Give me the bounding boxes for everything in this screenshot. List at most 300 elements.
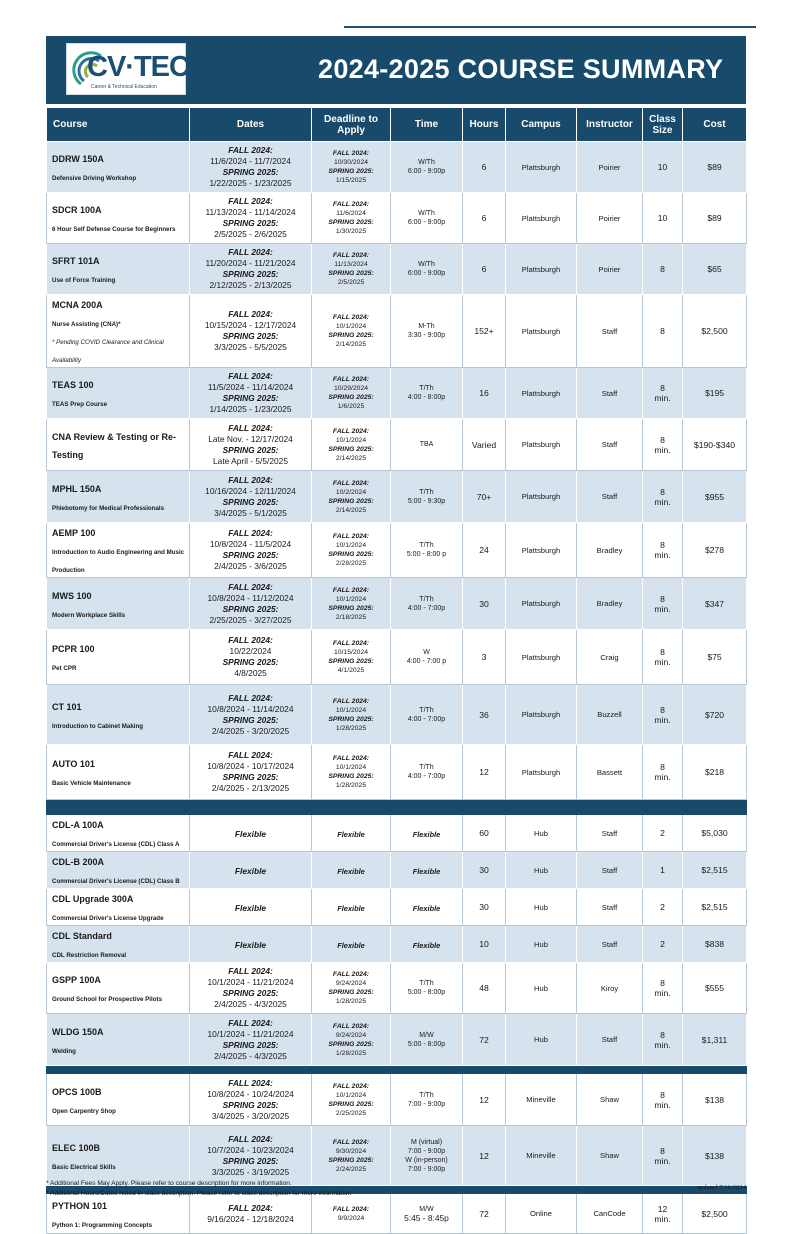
- table-cell: [577, 142, 643, 193]
- table-row: [47, 1194, 747, 1234]
- term-label: FALL 2024:: [228, 635, 273, 645]
- class-size: 8: [660, 486, 665, 497]
- table-cell: [312, 889, 391, 926]
- time-days: M/W: [419, 1205, 434, 1213]
- table-cell: [506, 523, 577, 578]
- course-code: GSPP 100A: [52, 975, 101, 985]
- deadline-fall: 10/1/2024: [335, 595, 367, 603]
- time-hours: 7:00 - 9:00p: [407, 1100, 446, 1108]
- deadline-spring: 2/14/2025: [335, 341, 367, 348]
- hours-value: 10: [479, 939, 489, 949]
- table-cell: [391, 1074, 463, 1126]
- time-flexible: Flexible: [412, 830, 441, 839]
- table-cell: [683, 193, 747, 244]
- term-label: SPRING 2025:: [222, 988, 279, 998]
- term-label: FALL 2024:: [332, 697, 370, 705]
- instructor-value: CanCode: [593, 1209, 626, 1218]
- column-header: Dates: [190, 108, 312, 142]
- table-cell: [683, 926, 747, 963]
- instructor-value: Bradley: [596, 599, 623, 608]
- table-row: [47, 926, 747, 963]
- term-label: SPRING 2025:: [328, 1156, 374, 1164]
- table-cell: [463, 295, 506, 368]
- table-cell: [683, 1074, 747, 1126]
- term-label: SPRING 2025:: [222, 218, 279, 228]
- deadline-flexible: Flexible: [337, 830, 365, 839]
- term-label: SPRING 2025:: [222, 1099, 279, 1110]
- table-row: [47, 1126, 747, 1186]
- campus-value: Hub: [534, 983, 548, 993]
- deadline-fall: 10/1/2024: [335, 764, 367, 771]
- term-label: FALL 2024:: [228, 1077, 273, 1088]
- course-code: PCPR 100: [52, 644, 95, 654]
- term-label: SPRING 2025:: [222, 714, 279, 725]
- table-cell: [47, 1126, 190, 1186]
- table-cell: [506, 685, 577, 745]
- table-cell: [463, 1014, 506, 1066]
- campus-value: Hub: [534, 1035, 548, 1044]
- table-cell: [643, 523, 683, 578]
- course-table: [46, 107, 747, 1234]
- campus-value: Plattsburgh: [521, 492, 561, 501]
- course-code: ELEC 100B: [52, 1142, 101, 1153]
- hours-value: 6: [481, 162, 487, 172]
- class-size: 8: [660, 434, 665, 445]
- table-cell: [47, 193, 190, 244]
- table-cell: [643, 1126, 683, 1186]
- table-cell: [391, 1126, 463, 1186]
- table-row: [47, 471, 747, 523]
- spring-dates: Late April - 5/5/2025: [213, 455, 288, 466]
- table-cell: [47, 523, 190, 578]
- deadline-flexible: Flexible: [337, 867, 365, 876]
- instructor-value: Poirier: [598, 264, 621, 274]
- table-cell: [683, 142, 747, 193]
- table-cell: [190, 1014, 312, 1066]
- instructor-value: Kiroy: [600, 983, 619, 993]
- class-size-min: min.: [654, 1039, 671, 1050]
- term-label: SPRING 2025:: [328, 497, 374, 505]
- spring-dates: 3/3/2025 - 5/5/2025: [214, 342, 287, 352]
- term-label: FALL 2024:: [228, 1017, 273, 1028]
- table-cell: [643, 963, 683, 1014]
- course-name: Defensive Driving Workshop: [52, 175, 137, 182]
- table-cell: [577, 1126, 643, 1186]
- table-cell: [190, 1126, 312, 1186]
- course-name: Commercial Driver's License Upgrade: [52, 915, 164, 922]
- table-cell: [47, 852, 190, 889]
- term-label: SPRING 2025:: [328, 658, 374, 665]
- deadline-fall: 10/1/2024: [335, 436, 367, 444]
- cost-value: $347: [704, 598, 725, 609]
- table-row: [47, 815, 747, 852]
- class-size: 8: [660, 978, 665, 988]
- term-label: SPRING 2025:: [222, 393, 279, 403]
- term-label: FALL 2024:: [332, 533, 370, 540]
- fall-dates: 10/16/2024 - 12/11/2024: [205, 485, 296, 496]
- table-cell: [506, 963, 577, 1014]
- table-cell: [391, 852, 463, 889]
- deadline-fall: 9/9/2024: [337, 1214, 365, 1222]
- time-hours: 5:00 - 8:00 p: [406, 551, 447, 558]
- table-cell: [190, 142, 312, 193]
- instructor-value: Staff: [601, 388, 618, 398]
- table-cell: [643, 685, 683, 745]
- course-code: CDL-B 200A: [52, 857, 105, 867]
- cost-value: $2,500: [701, 1208, 728, 1219]
- table-cell: [683, 1014, 747, 1066]
- deadline-spring: 1/28/2025: [335, 1049, 367, 1057]
- course-name: Pet CPR: [52, 665, 77, 672]
- deadline-fall: 10/1/2024: [335, 1091, 367, 1099]
- table-cell: [643, 295, 683, 368]
- table-cell: [312, 578, 391, 630]
- fall-dates: 11/6/2024 - 11/7/2024: [210, 156, 291, 166]
- spring-dates: 2/4/2025 - 4/3/2025: [214, 1050, 287, 1061]
- table-cell: [190, 685, 312, 745]
- time-days: T/Th: [419, 764, 434, 771]
- time-hours: 7:00 - 9:00p: [407, 1147, 446, 1155]
- time-hours: 6:00 - 9:00p: [407, 219, 446, 226]
- table-cell: [506, 926, 577, 963]
- instructor-value: Staff: [601, 865, 618, 875]
- time-hours: 6:00 - 9:00p: [407, 270, 446, 277]
- table-cell: [506, 471, 577, 523]
- table-cell: [47, 815, 190, 852]
- table-cell: [190, 1194, 312, 1234]
- term-label: FALL 2024:: [332, 252, 370, 259]
- time-days: M-Th: [418, 323, 435, 330]
- term-label: SPRING 2025:: [328, 604, 374, 612]
- table-cell: [506, 630, 577, 685]
- footer-note: * Additional Fees May Apply. Please refer to course description for more information.: [46, 1180, 292, 1187]
- table-cell: [643, 889, 683, 926]
- campus-value: Mineville: [526, 1095, 556, 1104]
- course-name: Commercial Driver's License (CDL) Class A: [52, 841, 180, 848]
- hours-value: 12: [479, 767, 489, 777]
- table-cell: [577, 523, 643, 578]
- hours-value: 60: [479, 828, 489, 838]
- campus-value: Plattsburgh: [521, 388, 561, 398]
- course-name: Nurse Assisting (CNA)*: [52, 321, 121, 328]
- table-cell: [643, 244, 683, 295]
- table-row: [47, 630, 747, 685]
- deadline-fall: 10/29/2024: [333, 385, 369, 392]
- time-days: W/Th: [418, 210, 435, 217]
- class-size: 8: [660, 1029, 665, 1040]
- cost-value: $555: [704, 983, 725, 993]
- table-row: [47, 963, 747, 1014]
- hours-value: 6: [481, 264, 487, 274]
- table-cell: [577, 745, 643, 800]
- table-cell: [312, 1194, 391, 1234]
- table-cell: [47, 578, 190, 630]
- class-size-min: min.: [654, 1099, 671, 1110]
- table-cell: [47, 1014, 190, 1066]
- class-size: 8: [660, 1145, 665, 1156]
- hours-value: 12: [479, 1150, 489, 1161]
- cost-value: $2,515: [701, 865, 728, 875]
- time-hours: 5:45 - 8:45p: [404, 1212, 449, 1223]
- table-cell: [312, 815, 391, 852]
- table-cell: [643, 815, 683, 852]
- class-size: 2: [660, 902, 665, 912]
- term-label: SPRING 2025:: [328, 394, 374, 401]
- table-row: [47, 295, 747, 368]
- table-cell: [391, 1194, 463, 1234]
- term-label: SPRING 2025:: [222, 496, 279, 507]
- spring-dates: 3/4/2025 - 5/1/2025: [214, 507, 287, 518]
- table-row: [47, 889, 747, 926]
- hours-value: 36: [479, 709, 489, 720]
- table-cell: [391, 815, 463, 852]
- class-size: 8: [660, 593, 665, 604]
- deadline-spring: 1/6/2025: [337, 403, 365, 410]
- table-cell: [391, 368, 463, 419]
- term-label: FALL 2024:: [228, 692, 273, 703]
- table-cell: [683, 368, 747, 419]
- time-hours: 4:00 - 7:00p: [407, 604, 446, 612]
- table-cell: [577, 1014, 643, 1066]
- table-cell: [190, 889, 312, 926]
- table-cell: [463, 745, 506, 800]
- table-cell: [312, 852, 391, 889]
- table-cell: [391, 685, 463, 745]
- table-cell: [312, 1014, 391, 1066]
- time-hours: 5:00 - 8:00p: [407, 989, 446, 996]
- table-cell: [463, 963, 506, 1014]
- table-cell: [190, 630, 312, 685]
- table-cell: [312, 963, 391, 1014]
- term-label: FALL 2024:: [228, 528, 273, 538]
- table-cell: [643, 142, 683, 193]
- table-cell: [643, 1014, 683, 1066]
- table-cell: [683, 852, 747, 889]
- table-cell: [643, 630, 683, 685]
- section-divider: [47, 1066, 747, 1074]
- table-cell: [312, 419, 391, 471]
- class-size: 12: [657, 1203, 668, 1214]
- deadline-fall: 10/1/2024: [335, 323, 367, 330]
- dates-flexible: Flexible: [234, 940, 267, 950]
- table-cell: [643, 368, 683, 419]
- term-label: FALL 2024:: [228, 422, 273, 433]
- dates-flexible: Flexible: [234, 903, 267, 913]
- fall-dates: 9/16/2024 - 12/18/2024: [207, 1213, 294, 1224]
- campus-value: Plattsburgh: [521, 162, 561, 172]
- table-cell: [643, 1074, 683, 1126]
- class-size: 2: [660, 939, 665, 949]
- deadline-flexible: Flexible: [337, 941, 365, 950]
- table-cell: [463, 1074, 506, 1126]
- fall-dates: 10/15/2024 - 12/17/2024: [204, 320, 297, 330]
- table-cell: [47, 889, 190, 926]
- instructor-value: Staff: [601, 828, 618, 838]
- term-label: FALL 2024:: [332, 376, 370, 383]
- spring-dates: 1/22/2025 - 1/23/2025: [209, 178, 292, 188]
- cost-value: $278: [704, 545, 725, 555]
- deadline-spring: 2/25/2025: [335, 1109, 367, 1117]
- cost-value: $2,500: [701, 326, 728, 336]
- term-label: SPRING 2025:: [328, 219, 374, 226]
- instructor-value: Poirier: [598, 162, 621, 172]
- fall-dates: 10/1/2024 - 11/21/2024: [207, 977, 294, 987]
- course-name: Introduction to Audio Engineering and Music Production: [52, 549, 185, 574]
- course-name: Introduction to Cabinet Making: [52, 722, 144, 730]
- spring-dates: 2/25/2025 - 3/27/2025: [209, 614, 292, 625]
- campus-value: Plattsburgh: [521, 264, 561, 274]
- term-label: SPRING 2025:: [328, 989, 374, 996]
- deadline-spring: 2/14/2025: [335, 506, 367, 514]
- course-code: SFRT 101A: [52, 256, 100, 266]
- table-cell: [47, 1194, 190, 1234]
- term-label: SPRING 2025:: [328, 773, 374, 780]
- table-cell: [506, 193, 577, 244]
- column-header: Cost: [683, 108, 747, 142]
- course-name: Ground School for Prospective Pilots: [52, 996, 163, 1003]
- table-cell: [643, 578, 683, 630]
- term-label: SPRING 2025:: [222, 1155, 279, 1166]
- table-cell: [683, 1194, 747, 1234]
- table-cell: [683, 745, 747, 800]
- course-name: Commercial Driver's License (CDL) Class B: [52, 878, 180, 885]
- time-days: T/Th: [419, 980, 434, 987]
- class-size-min: min.: [654, 714, 671, 725]
- time-days: T/Th: [419, 488, 434, 496]
- spring-dates: 2/4/2025 - 4/3/2025: [214, 999, 287, 1009]
- fall-dates: 10/22/2024: [229, 646, 272, 656]
- table-cell: [463, 368, 506, 419]
- instructor-value: Bradley: [596, 545, 623, 555]
- term-label: FALL 2024:: [228, 196, 273, 206]
- campus-value: Plattsburgh: [521, 652, 561, 662]
- term-label: SPRING 2025:: [328, 332, 374, 339]
- table-cell: [577, 295, 643, 368]
- course-code: SDCR 100A: [52, 205, 102, 215]
- course-code: CDL-A 100A: [52, 820, 104, 830]
- table-cell: [47, 745, 190, 800]
- cost-value: $89: [707, 213, 722, 223]
- class-size-min: min.: [654, 444, 671, 455]
- term-label: SPRING 2025:: [222, 167, 279, 177]
- deadline-fall: 10/1/2024: [335, 542, 367, 549]
- instructor-value: Staff: [601, 939, 618, 949]
- table-cell: [683, 815, 747, 852]
- course-note: * Pending COVID Clearance and Clinical Availability: [52, 339, 164, 364]
- course-name: TEAS Prep Course: [52, 401, 108, 408]
- course-code: MPHL 150A: [52, 483, 102, 494]
- table-cell: [190, 926, 312, 963]
- time-days: M (virtual): [410, 1138, 443, 1146]
- table-cell: [643, 926, 683, 963]
- deadline-spring: 2/5/2025: [337, 279, 365, 286]
- term-label: FALL 2024:: [228, 474, 273, 485]
- hours-value: 12: [479, 1094, 489, 1105]
- table-cell: [47, 419, 190, 471]
- table-cell: [391, 244, 463, 295]
- column-header: Instructor: [577, 108, 643, 142]
- term-label: SPRING 2025:: [222, 1039, 279, 1050]
- table-cell: [463, 523, 506, 578]
- cost-value: $720: [704, 709, 725, 720]
- table-cell: [312, 1126, 391, 1186]
- table-cell: [506, 295, 577, 368]
- term-label: FALL 2024:: [228, 145, 273, 155]
- campus-value: Hub: [534, 902, 548, 912]
- table-row: [47, 419, 747, 471]
- campus-value: Mineville: [526, 1151, 556, 1160]
- table-cell: [506, 852, 577, 889]
- course-name: Basic Vehicle Maintenance: [52, 780, 131, 787]
- term-label: FALL 2024:: [332, 971, 370, 978]
- table-row: [47, 523, 747, 578]
- deadline-fall: 9/30/2024: [335, 1147, 367, 1155]
- cost-value: $955: [704, 491, 725, 502]
- campus-value: Hub: [534, 939, 548, 949]
- course-code: CT 101: [52, 701, 82, 712]
- class-size: 8: [660, 264, 665, 274]
- term-label: SPRING 2025:: [222, 603, 279, 614]
- term-label: SPRING 2025:: [328, 715, 374, 723]
- course-code: CDL Upgrade 300A: [52, 894, 134, 904]
- table-cell: [463, 419, 506, 471]
- term-label: SPRING 2025:: [328, 270, 374, 277]
- class-size-min: min.: [654, 496, 671, 507]
- course-code: WLDG 150A: [52, 1026, 104, 1037]
- hours-value: 152+: [474, 326, 494, 336]
- deadline-fall: 10/30/2024: [333, 159, 369, 166]
- table-cell: [683, 685, 747, 745]
- term-label: FALL 2024:: [332, 586, 370, 594]
- table-cell: [391, 889, 463, 926]
- table-cell: [190, 368, 312, 419]
- course-name: Modern Workplace Skills: [52, 611, 126, 619]
- spring-dates: 2/5/2025 - 2/6/2025: [214, 229, 287, 239]
- deadline-flexible: Flexible: [337, 904, 365, 913]
- table-cell: [577, 852, 643, 889]
- table-cell: [577, 815, 643, 852]
- table-cell: [47, 630, 190, 685]
- fall-dates: 10/8/2024 - 11/5/2024: [209, 539, 292, 549]
- column-header: Time: [391, 108, 463, 142]
- deadline-fall: 11/6/2024: [336, 210, 366, 217]
- table-row: [47, 685, 747, 745]
- class-size: 2: [660, 828, 665, 838]
- time-days: T/Th: [419, 385, 434, 392]
- campus-value: Plattsburgh: [521, 545, 561, 555]
- cvtec-logo: [66, 43, 189, 95]
- term-label: FALL 2024:: [332, 755, 370, 762]
- table-cell: [506, 1074, 577, 1126]
- course-name: Open Carpentry Shop: [52, 1107, 116, 1115]
- deadline-fall: 9/24/2024: [335, 980, 367, 987]
- table-cell: [190, 295, 312, 368]
- term-label: FALL 2024:: [332, 150, 370, 157]
- term-label: FALL 2024:: [332, 427, 370, 435]
- class-size-min: min.: [654, 988, 671, 998]
- time-flexible: Flexible: [412, 941, 441, 950]
- table-cell: [391, 630, 463, 685]
- table-row: [47, 578, 747, 630]
- term-label: FALL 2024:: [332, 640, 370, 647]
- deadline-fall: 11/13/2024: [334, 261, 368, 268]
- class-size: 8: [660, 383, 665, 393]
- term-label: SPRING 2025:: [222, 550, 279, 560]
- table-cell: [577, 368, 643, 419]
- table-row: [47, 1074, 747, 1126]
- column-header: Hours: [463, 108, 506, 142]
- table-cell: [506, 1014, 577, 1066]
